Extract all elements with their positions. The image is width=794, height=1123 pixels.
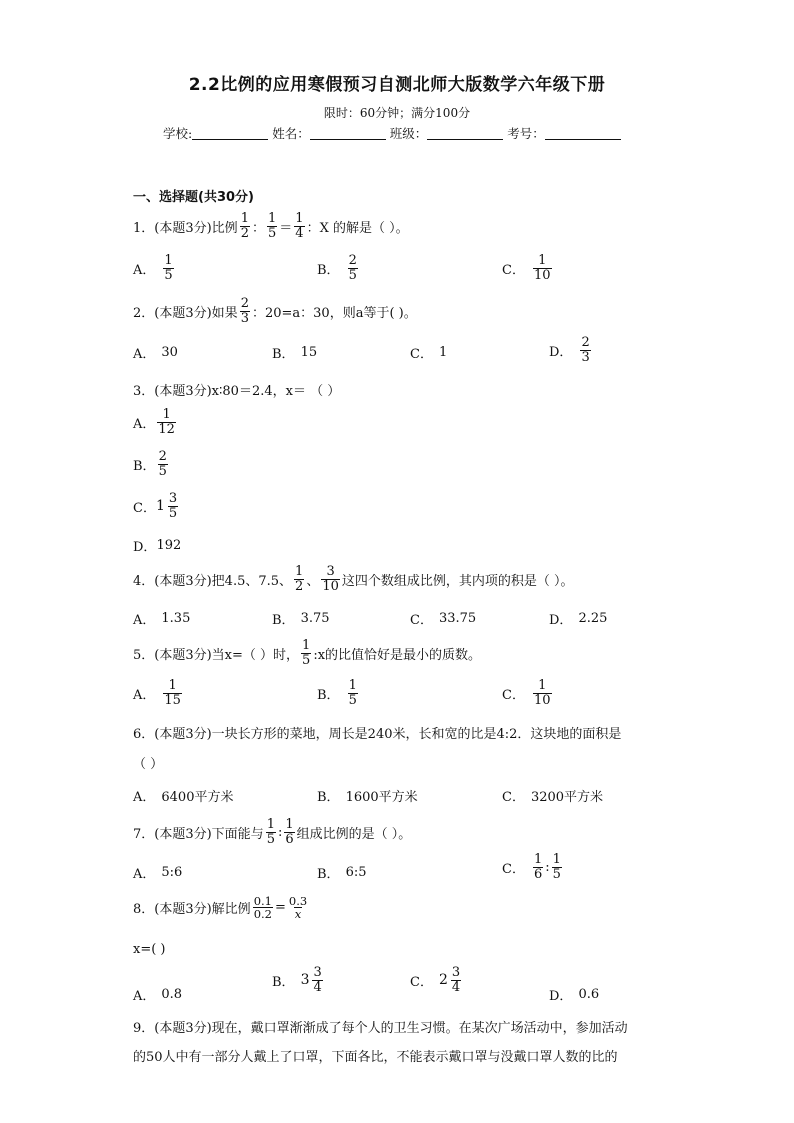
question-8: 8．(本题3分)解比例 $\frac{0.1}{0.2}$ = $\frac{0.3}{x}$	[133, 894, 308, 922]
q2-option-d[interactable]: D． $\frac{2}{3}$	[549, 335, 590, 365]
q8-option-c[interactable]: C． 2 $\frac{3}{4}$	[410, 966, 463, 994]
q8-prefix: 8．(本题3分)解比例	[133, 902, 251, 918]
q4-fraction-2: $\frac{3}{10}$	[322, 564, 339, 594]
q4-option-a[interactable]: A． 1.35	[133, 611, 191, 628]
name-label: 姓名：	[272, 126, 310, 141]
q2-option-d-fraction: $\frac{2}{3}$	[581, 335, 590, 365]
q5-option-c[interactable]: C． $\frac{1}{10}$	[502, 678, 551, 708]
school-label: 学校:	[163, 126, 193, 141]
question-6-line-1: 6．(本题3分)一块长方形的菜地，周长是240米，长和宽的比是4:2．这块地的面积是	[133, 727, 622, 742]
q7-suffix: 组成比例的是（ ）。	[296, 826, 412, 842]
q1-colon-2: ：	[306, 220, 320, 236]
question-8-line-2: x=( )	[133, 942, 166, 957]
q1-colon-1: ：	[251, 220, 265, 236]
q7-fraction-1: $\frac{1}{5}$	[266, 817, 275, 847]
page-title: 2.2比例的应用寒假预习自测北师大版数学六年级下册	[188, 75, 606, 95]
q6-option-a[interactable]: A． 6400平方米	[133, 790, 234, 805]
q3-option-b-fraction: $\frac{2}{5}$	[158, 449, 167, 479]
q2-option-c[interactable]: C． 1	[410, 345, 448, 362]
q8-option-c-mixed-number: 2 $\frac{3}{4}$	[438, 965, 461, 995]
exam-limits: 限时：60分钟；满分100分	[323, 106, 471, 120]
q8-option-a[interactable]: A． 0.8	[133, 987, 183, 1004]
question-4: 4．(本题3分)把4.5、7.5、 $\frac{1}{2}$ 、 $\frac{3}{10}$ 这四个数组成比例，其内项的积是（ ）。	[133, 564, 574, 594]
question-9-line-2: 的50人中有一部分人戴上了口罩，下面各比，不能表示戴口罩与没戴口罩人数的比的	[133, 1050, 618, 1065]
q8-option-b-mixed-number: 3 $\frac{3}{4}$	[300, 965, 322, 995]
q7-option-b[interactable]: B． 6:5	[317, 865, 367, 882]
q4-fraction-1: $\frac{1}{2}$	[295, 564, 304, 594]
q4-prefix: 4．(本题3分)把4.5、7.5、	[133, 573, 293, 589]
q5-option-b-fraction: $\frac{1}{5}$	[348, 678, 357, 708]
q1-fraction-2: $\frac{1}{5}$	[267, 211, 277, 241]
question-7: 7．(本题3分)下面能与 $\frac{1}{5}$ : $\frac{1}{6}$ 组成比例的是（ ）。	[133, 817, 412, 847]
q3-option-b[interactable]: B． $\frac{2}{5}$	[133, 449, 167, 479]
q4-option-d[interactable]: D． 2.25	[549, 611, 608, 628]
q3-option-a[interactable]: A． $\frac{1}{12}$	[133, 407, 175, 437]
q5-prefix: 5．(本题3分)当x=（ ）时，	[133, 647, 300, 663]
q1-option-c[interactable]: C． $\frac{1}{10}$	[502, 253, 551, 283]
q1-option-a[interactable]: A． $\frac{1}{5}$	[133, 253, 173, 283]
id-blank[interactable]	[545, 127, 621, 140]
question-3	[133, 380, 340, 399]
q7-option-c-fraction-2: $\frac{1}{5}$	[552, 852, 561, 882]
q8-option-d[interactable]: D． 0.6	[549, 987, 600, 1004]
q3-option-a-fraction: $\frac{1}{12}$	[158, 407, 175, 437]
q7-option-a[interactable]: A． 5:6	[133, 865, 183, 882]
q2-fraction: $\frac{2}{3}$	[240, 296, 249, 326]
q1-suffix: X 的解是（ ）。	[319, 220, 409, 236]
q5-option-c-fraction: $\frac{1}{10}$	[533, 678, 551, 708]
q2-suffix: ：20=a：30，则a等于( )。	[251, 305, 417, 321]
q7-option-c[interactable]: C． $\frac{1}{6}$ : $\frac{1}{5}$	[502, 852, 561, 882]
q6-option-b[interactable]: B． 1600平方米	[317, 790, 418, 805]
q4-option-b[interactable]: B． 3.75	[272, 611, 330, 628]
q3-option-d[interactable]: D． 192	[133, 538, 182, 555]
q5-option-a-fraction: $\frac{1}{15}$	[164, 678, 181, 708]
q5-option-a[interactable]: A． $\frac{1}{15}$	[133, 678, 181, 708]
question-1	[133, 212, 409, 240]
q1-prefix: 1．(本题3分)比例	[133, 220, 238, 236]
q7-fraction-2: $\frac{1}{6}$	[285, 817, 294, 847]
question-9-line-1: 9．(本题3分)现在，戴口罩渐渐成了每个人的卫生习惯。在某次广场活动中，参加活动	[133, 1021, 628, 1036]
class-label: 班级：	[389, 126, 428, 141]
q8-fraction-1: $\frac{0.1}{0.2}$	[253, 894, 272, 922]
q1-option-a-fraction: $\frac{1}{5}$	[164, 253, 173, 283]
q6-option-c[interactable]: C． 3200平方米	[502, 790, 604, 805]
q3-option-c[interactable]: C． 1 $\frac{3}{5}$	[133, 492, 180, 520]
q1-fraction-3: $\frac{1}{4}$	[295, 211, 304, 241]
school-blank[interactable]	[192, 127, 268, 140]
q1-option-c-fraction: $\frac{1}{10}$	[533, 253, 551, 283]
id-label: 考号：	[507, 126, 545, 141]
q4-suffix: 这四个数组成比例，其内项的积是（ ）。	[341, 573, 574, 589]
q7-option-c-fraction-1: $\frac{1}{6}$	[533, 852, 543, 882]
q2-option-b[interactable]: B． 15	[272, 345, 318, 362]
q5-fraction: $\frac{1}{5}$	[302, 638, 311, 668]
q5-option-b[interactable]: B． $\frac{1}{5}$	[317, 678, 357, 708]
q1-option-b[interactable]: B． $\frac{2}{5}$	[317, 253, 357, 283]
q3-option-c-mixed-number: 1 $\frac{3}{5}$	[155, 491, 178, 521]
q8-option-b[interactable]: B． 3 $\frac{3}{4}$	[272, 966, 325, 994]
section-title: 一、选择题(共30分)	[133, 190, 254, 205]
question-2	[133, 297, 417, 325]
student-info-row	[163, 124, 621, 142]
q8-fraction-2: $\frac{0.3}{x}$	[288, 894, 308, 922]
name-blank[interactable]	[310, 127, 386, 140]
q1-equals: ＝	[279, 220, 293, 236]
q5-suffix: :x的比值恰好是最小的质数。	[313, 647, 482, 663]
question-6-line-2: （ ）	[133, 757, 164, 772]
q1-option-b-fraction: $\frac{2}{5}$	[348, 253, 357, 283]
q2-prefix: 2．(本题3分)如果	[133, 305, 238, 321]
question-5	[133, 639, 481, 667]
q1-fraction-1: $\frac{1}{2}$	[240, 211, 249, 241]
q4-option-c[interactable]: C． 33.75	[410, 611, 477, 628]
q7-prefix: 7．(本题3分)下面能与	[133, 826, 264, 842]
q2-option-a[interactable]: A． 30	[133, 345, 178, 362]
class-blank[interactable]	[427, 127, 503, 140]
q3-text: 3．(本题3分)x∶80＝2.4，x＝ （ ）	[133, 384, 341, 399]
